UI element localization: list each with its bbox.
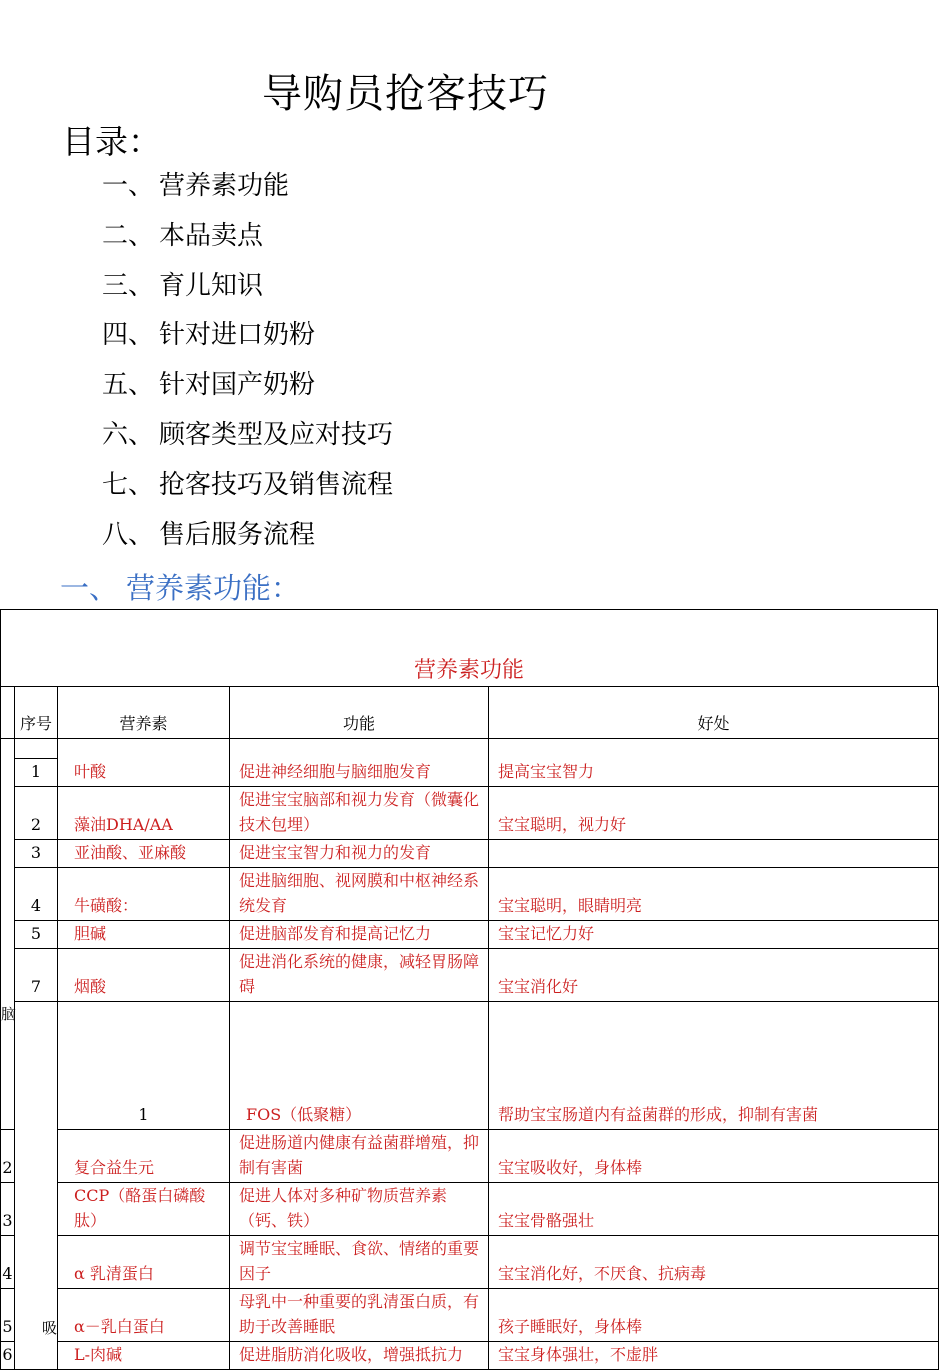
document-title: 导购员抢客技巧 <box>262 71 549 117</box>
toc-item-text: 抢客技巧及销售流程 <box>159 469 394 500</box>
nutrient-function: 母乳中一种重要的乳清蛋白质，有助于改善睡眠 <box>230 1289 489 1342</box>
toc-item-number: 三、 <box>102 270 155 301</box>
table-row <box>1 1236 939 1289</box>
row-index: 1 <box>58 1002 230 1130</box>
nutrient-benefit <box>489 840 939 868</box>
nutrient-name: 藻油DHA/AA <box>58 787 230 840</box>
nutrient-function: 促进宝宝脑部和视力发育（微囊化技术包埋） <box>230 787 489 840</box>
nutrient-name: FOS（低聚糖） <box>230 1002 489 1130</box>
nutrient-benefit: 宝宝身体强壮，不虚胖 <box>489 1342 939 1370</box>
nutrient-benefit: 宝宝聪明，眼睛明亮 <box>489 868 939 921</box>
nutrient-benefit: 孩子睡眠好，身体棒 <box>489 1289 939 1342</box>
toc-item-number: 四、 <box>102 320 155 351</box>
nutrient-function: 促进脑细胞、视网膜和中枢神经系统发育 <box>230 868 489 921</box>
nutrient-function: 促进神经细胞与脑细胞发育 <box>230 739 489 787</box>
nutrient-function: 调节宝宝睡眠、食欲、情绪的重要因子 <box>230 1236 489 1289</box>
header-benefit: 好处 <box>489 687 939 739</box>
nutrient-name: CCP（酪蛋白磷酸肽） <box>58 1183 230 1236</box>
row-index: 3 <box>15 840 58 868</box>
header-seq: 序号 <box>15 687 58 739</box>
table-row <box>1 1342 939 1370</box>
nutrient-function: 促进消化系统的健康，减轻胃肠障碍 <box>230 949 489 1002</box>
nutrient-name: 烟酸 <box>58 949 230 1002</box>
table-row <box>1 840 939 868</box>
table-row <box>1 921 939 949</box>
nutrient-name: 复合益生元 <box>58 1130 230 1183</box>
row-index: 4 <box>1 1236 15 1289</box>
table-row <box>1 787 939 840</box>
nutrient-benefit: 宝宝聪明，视力好 <box>489 787 939 840</box>
toc-item <box>102 218 393 268</box>
row-index: 1 <box>15 759 58 787</box>
nutrient-name: 胆碱 <box>58 921 230 949</box>
nutrient-benefit: 提高宝宝智力 <box>489 739 939 787</box>
toc-item-text: 育儿知识 <box>159 270 264 301</box>
toc-item-number: 一、 <box>102 171 155 201</box>
row-index: 2 <box>1 1130 15 1183</box>
nutrient-benefit: 宝宝消化好 <box>489 949 939 1002</box>
toc-item <box>102 517 393 567</box>
nutrient-benefit: 宝宝消化好，不厌食、抗病毒 <box>489 1236 939 1289</box>
toc-item <box>102 317 393 367</box>
toc-item-number: 五、 <box>102 370 155 401</box>
table-of-contents <box>102 168 393 566</box>
row-index: 4 <box>15 868 58 921</box>
table-row <box>1 868 939 921</box>
nutrient-benefit: 宝宝骨骼强壮 <box>489 1183 939 1236</box>
section-heading-text: 营养素功能： <box>126 571 301 605</box>
table-spacer-row <box>1 739 939 759</box>
nutrient-name: α－乳白蛋白 <box>58 1289 230 1342</box>
table-row <box>1 1130 939 1183</box>
toc-item-text: 营养素功能 <box>159 171 290 201</box>
row-index: 5 <box>1 1289 15 1342</box>
toc-item-text: 本品卖点 <box>159 220 264 251</box>
nutrient-name: 叶酸 <box>58 739 230 787</box>
toc-item-text: 针对国产奶粉 <box>159 370 316 401</box>
row-index: 6 <box>1 1342 15 1370</box>
table-row <box>1 1183 939 1236</box>
nutrient-name: 牛磺酸： <box>58 868 230 921</box>
section-heading <box>60 566 300 607</box>
nutrient-name: L-肉碱 <box>58 1342 230 1370</box>
nutrient-benefit: 宝宝记忆力好 <box>489 921 939 949</box>
table-cell <box>15 739 58 759</box>
toc-item-number: 二、 <box>102 220 155 251</box>
toc-item <box>102 467 393 517</box>
nutrient-function: 促进肠道内健康有益菌群增殖，抑制有害菌 <box>230 1130 489 1183</box>
nutrient-function: 帮助宝宝肠道内有益菌群的形成，抑制有害菌 <box>489 1002 939 1130</box>
nutrient-function: 促进人体对多种矿物质营养素（钙、铁） <box>230 1183 489 1236</box>
toc-item-number: 六、 <box>102 419 155 450</box>
header-function: 功能 <box>230 687 489 739</box>
toc-item-text: 针对进口奶粉 <box>159 320 316 351</box>
group-header-cell <box>1 687 15 739</box>
nutrient-benefit: 宝宝吸收好，身体棒 <box>489 1130 939 1183</box>
nutrient-table <box>0 686 939 1370</box>
row-index: 2 <box>15 787 58 840</box>
nutrient-name: α 乳清蛋白 <box>58 1236 230 1289</box>
table-header-row <box>1 687 939 739</box>
table-row <box>1 1289 939 1342</box>
table-row <box>1 1002 939 1130</box>
nutrient-name: 亚油酸、亚麻酸 <box>58 840 230 868</box>
row-index: 7 <box>15 949 58 1002</box>
nutrient-table-container <box>0 609 938 1370</box>
row-index: 5 <box>15 921 58 949</box>
toc-item-number: 七、 <box>102 469 155 500</box>
toc-item <box>102 367 393 417</box>
group-label-absorption: 吸 <box>15 1002 58 1370</box>
nutrient-function: 促进脑部发育和提高记忆力 <box>230 921 489 949</box>
toc-item-text: 顾客类型及应对技巧 <box>159 419 394 450</box>
header-nutrient: 营养素 <box>58 687 230 739</box>
toc-item <box>102 168 393 218</box>
nutrient-function: 促进宝宝智力和视力的发育 <box>230 840 489 868</box>
group-label-brain: 脑 <box>1 739 15 1130</box>
table-title-row <box>0 609 938 686</box>
toc-label: 目录： <box>62 122 161 161</box>
toc-item <box>102 417 393 467</box>
table-row <box>1 949 939 1002</box>
toc-item <box>102 268 393 318</box>
toc-item-text: 售后服务流程 <box>159 519 316 550</box>
section-heading-number: 一、 <box>60 571 119 605</box>
row-index: 3 <box>1 1183 15 1236</box>
nutrient-function: 促进脂肪消化吸收，增强抵抗力 <box>230 1342 489 1370</box>
table-title: 营养素功能 <box>413 658 524 683</box>
toc-item-number: 八、 <box>102 519 155 550</box>
